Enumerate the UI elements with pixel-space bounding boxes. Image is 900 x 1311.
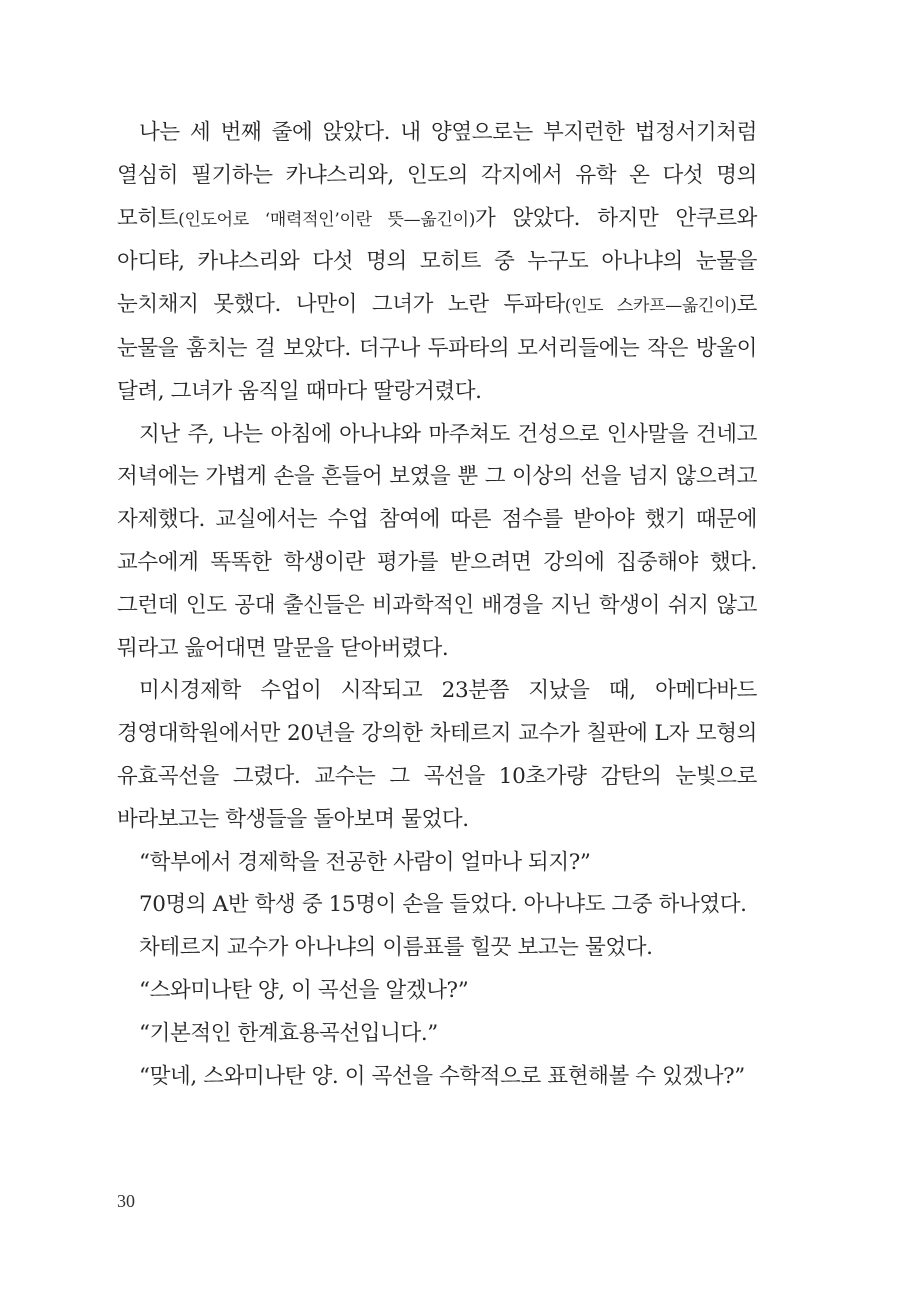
- paragraph-3: [117, 670, 757, 841]
- text-segment: 지난 주, 나는 아침에 아나냐와 마주쳐도 건성으로 인사말을 건네고 저녁에는 가볍게 손을 흔들어 보였을 뿐 그 이상의 선을 넘지 않으려고 자제했다. 교실에서는 수업 참여에 따른 점수를 받아야 했기 때문에 교수에게 똑똑한 학생이란 평가를 받으려면 강의에 집중해야 했다. 그런데 인도 공대 출신들은 비과학적인 배경을 지닌 학생이 쉬지 않고 뭐라고 읊어대면 말문을 닫아버렸다.: [117, 421, 757, 661]
- paragraph-2: [117, 414, 757, 671]
- text-segment: 나는 세 번째 줄에 앉았다. 내 양옆으로는 부지런한 법정서기처럼 열심히 필기하는 카냐스리와, 인도의 각지에서 유학 온 다섯 명의 모히트: [117, 120, 757, 231]
- text-segment: 미시경제학 수업이 시작되고 23분쯤 지났을 때, 아메다바드 경영대학원에서만 20년을 강의한 차테르지 교수가 칠판에 L자 모형의 유효곡선을 그렸다. 교수는 그 곡선을 10초가량 감탄의 눈빛으로 바라보고는 학생들을 돌아보며 물었다.: [117, 678, 757, 832]
- dialogue-line: “스와미나탄 양, 이 곡선을 알겠나?”: [139, 977, 469, 1003]
- text-segment: 가 앉았다. 하지만 안쿠르와 아디탸, 카냐스리와 다섯 명의 모히트 중 누구도 아나냐의 눈물을 눈치채지 못했다. 나만이 그녀가 노란 두파타: [117, 205, 757, 318]
- dialogue-line: “학부에서 경제학을 전공한 사람이 얼마나 되지?”: [139, 849, 591, 875]
- translator-note: (인도 스카프—옮긴이): [564, 296, 737, 317]
- paragraph-1: [117, 112, 757, 414]
- text-segment: 로 눈물을 훔치는 걸 보았다. 더구나 두파타의 모서리들에는 작은 방울이 달려, 그녀가 움직일 때마다 딸랑거렸다.: [117, 292, 757, 404]
- translator-note: (인도어로 ‘매력적인’이란 뜻—옮긴이): [178, 209, 476, 230]
- body-text: [117, 112, 757, 1098]
- dialogue-line: 70명의 A반 학생 중 15명이 손을 들었다. 아나냐도 그중 하나였다.: [139, 892, 747, 918]
- dialogue-line: “맞네, 스와미나탄 양. 이 곡선을 수학적으로 표현해볼 수 있겠나?”: [139, 1063, 745, 1089]
- page-number: 30: [117, 1191, 135, 1211]
- dialogue-line: “기본적인 한계효용곡선입니다.”: [139, 1020, 438, 1046]
- dialogue-line: 차테르지 교수가 아나냐의 이름표를 힐끗 보고는 물었다.: [139, 935, 653, 961]
